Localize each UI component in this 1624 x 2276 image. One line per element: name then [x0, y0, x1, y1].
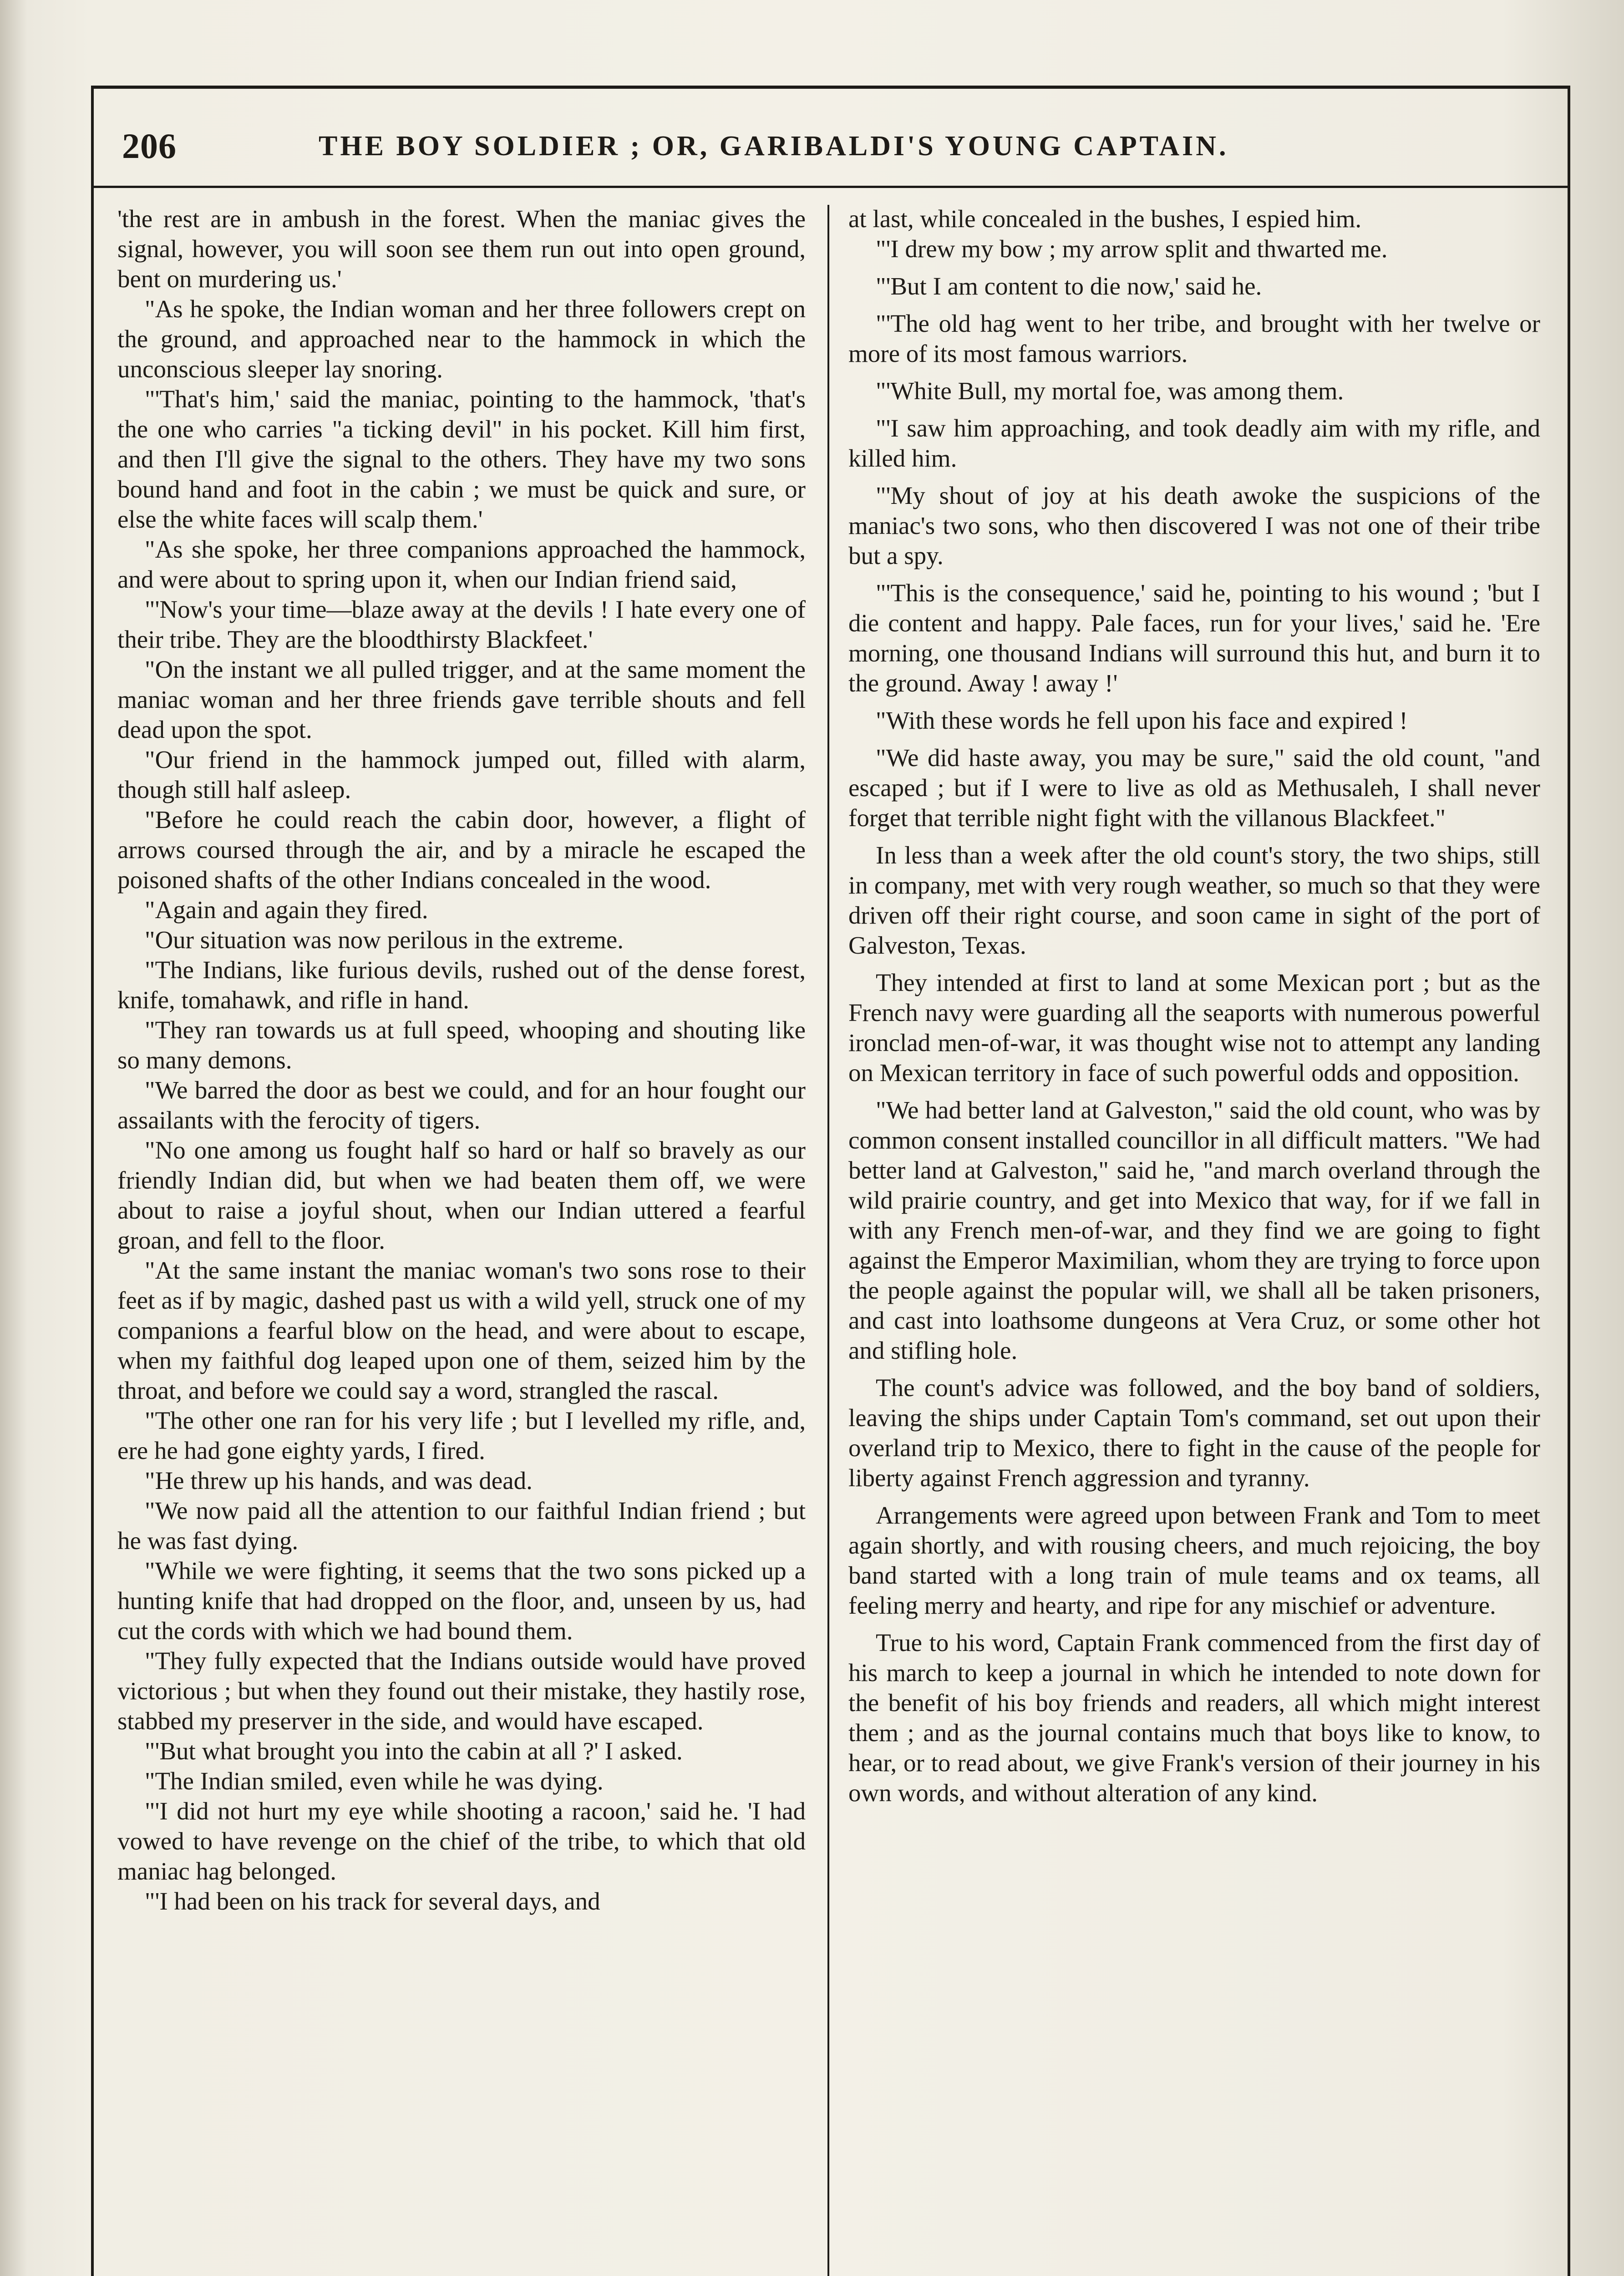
paragraph: "Again and again they fired.: [145, 896, 428, 924]
paragraph: "'That's him,' said the maniac, pointing to the hammock, 'that's the one who carries "a ticking devil" in his pocket. Kill him first, and then I'll give the signal to the others. They have my two sons bound hand and foot in the cabin ; we must be quick and sure, or else the white faces will scalp them.': [117, 385, 806, 533]
right-column: [848, 204, 1540, 1808]
paragraph: 'the rest are in ambush in the forest. When the maniac gives the signal, however, you will soon see them run out into open ground, bent on murdering us.': [117, 205, 806, 293]
paragraph: "We had better land at Galveston," said the old count, who was by common consent installed councillor in all difficult matters. "We had better land at Galveston," said he, "and march overland through the wild prairie country, and get into Mexico that way, for if we fall in with any French men-of-war, and they find we are going to fight against the Emperor Maximilian, whom they are trying to force upon the people against the popular will, we shall all be taken prisoners, and cast into loathsome dungeons at Vera Cruz, or some other hot and stifling hole.: [848, 1096, 1540, 1364]
paragraph: "'I saw him approaching, and took deadly aim with my rifle, and killed him.: [848, 414, 1540, 472]
paragraph: "No one among us fought half so hard or half so bravely as our friendly Indian did, but when we had beaten them off, we were about to raise a joyful shout, when our Indian uttered a fearful groan, and fell to the floor.: [117, 1136, 806, 1254]
paragraph: They intended at first to land at some Mexican port ; but as the French navy were guarding all the seaports with numerous powerful ironclad men-of-war, it was thought wise not to attempt any landing on Mexican territory in face of such powerful odds and opposition.: [848, 969, 1540, 1087]
column-divider: [827, 205, 829, 2276]
paragraph: "As she spoke, her three companions approached the hammock, and were about to spring upon it, when our Indian friend said,: [117, 535, 806, 593]
paragraph: "'But I am content to die now,' said he.: [876, 272, 1262, 300]
paragraph: "While we were fighting, it seems that the two sons picked up a hunting knife that had dropped on the floor, and, unseen by us, had cut the cords with which we had bound them.: [117, 1557, 806, 1645]
paragraph: "As he spoke, the Indian woman and her three followers crept on the ground, and approached near to the hammock in which the unconscious sleeper lay snoring.: [117, 295, 806, 383]
paragraph: "'My shout of joy at his death awoke the suspicions of the maniac's two sons, who then discovered I was not one of their tribe but a spy.: [848, 482, 1540, 569]
paragraph: "'I had been on his track for several days, and: [145, 1887, 600, 1915]
paragraph: "Our friend in the hammock jumped out, filled with alarm, though still half asleep.: [117, 746, 806, 803]
paragraph: "With these words he fell upon his face and expired !: [876, 706, 1408, 734]
paragraph: "We did haste away, you may be sure," said the old count, "and escaped ; but if I were to live as old as Methusaleh, I shall never forget that terrible night fight with the villanous Blackfeet.": [848, 744, 1540, 832]
paragraph: Arrangements were agreed upon between Frank and Tom to meet again shortly, and with rousing cheers, and much rejoicing, the boy band started with a long train of mule teams and ox teams, all feeling merry and hearty, and ripe for any mischief or adventure.: [848, 1501, 1540, 1619]
paragraph: "We now paid all the attention to our faithful Indian friend ; but he was fast dying.: [117, 1497, 806, 1555]
running-head: THE BOY SOLDIER ; OR, GARIBALDI'S YOUNG CAPTAIN.: [319, 131, 1229, 162]
paragraph: "'I did not hurt my eye while shooting a racoon,' said he. 'I had vowed to have revenge on the chief of the tribe, to which that old maniac hag belonged.: [117, 1797, 806, 1885]
paragraph: "The Indians, like furious devils, rushed out of the dense forest, knife, tomahawk, and rifle in hand.: [117, 956, 806, 1014]
paragraph: "The Indian smiled, even while he was dying.: [145, 1767, 604, 1795]
left-column: [117, 204, 806, 1916]
paragraph: "'White Bull, my mortal foe, was among them.: [876, 377, 1344, 405]
paragraph: "He threw up his hands, and was dead.: [145, 1467, 533, 1494]
header-rule-bottom: [91, 186, 1570, 188]
paragraph: "'The old hag went to her tribe, and brought with her twelve or more of its most famous warriors.: [848, 310, 1540, 367]
paragraph: at last, while concealed in the bushes, I espied him.: [848, 205, 1362, 233]
paragraph: "They ran towards us at full speed, whooping and shouting like so many demons.: [117, 1016, 806, 1074]
header-rule-top: [91, 86, 1570, 89]
paragraph: "Our situation was now perilous in the extreme.: [145, 926, 624, 954]
paragraph: "We barred the door as best we could, and for an hour fought our assailants with the ferocity of tigers.: [117, 1076, 806, 1134]
paragraph: "On the instant we all pulled trigger, and at the same moment the maniac woman and her three friends gave terrible shouts and fell dead upon the spot.: [117, 655, 806, 743]
paragraph: "'This is the consequence,' said he, pointing to his wound ; 'but I die content and happy. Pale faces, run for your lives,' said he. 'Ere morning, one thousand Indians will surround this hut, and burn it to the ground. Away ! away !': [848, 579, 1540, 697]
page-number: 206: [122, 126, 177, 166]
paragraph: In less than a week after the old count's story, the two ships, still in company, met with very rough weather, so much so that they were driven off their right course, and soon came in sight of the port of Galveston, Texas.: [848, 841, 1540, 959]
paragraph: True to his word, Captain Frank commenced from the first day of his march to keep a journal in which he intended to note down for the benefit of his boy friends and readers, all which might interest them ; and as the journal contains much that boys like to know, to hear, or to read about, we give Frank's version of their journey in his own words, and without alteration of any kind.: [848, 1629, 1540, 1807]
paragraph: The count's advice was followed, and the boy band of soldiers, leaving the ships under Captain Tom's command, set out upon their overland trip to Mexico, there to fight in the cause of the people for liberty against French aggression and tyranny.: [848, 1374, 1540, 1492]
paragraph: "They fully expected that the Indians outside would have proved victorious ; but when they found out their mistake, they hastily rose, stabbed my preserver in the side, and would have escaped.: [117, 1647, 806, 1735]
paragraph: "Before he could reach the cabin door, however, a flight of arrows coursed through the air, and by a miracle he escaped the poisoned shafts of the other Indians concealed in the wood.: [117, 806, 806, 894]
paragraph: "At the same instant the maniac woman's two sons rose to their feet as if by magic, dashed past us with a wild yell, struck one of my companions a fearful blow on the head, and were about to escape, when my faithful dog leaped upon one of them, seized him by the throat, and before we could say a word, strangled the rascal.: [117, 1256, 806, 1404]
paragraph: "'But what brought you into the cabin at all ?' I asked.: [145, 1737, 683, 1765]
paragraph: "'I drew my bow ; my arrow split and thwarted me.: [876, 235, 1388, 263]
paragraph: "'Now's your time—blaze away at the devils ! I hate every one of their tribe. They are the bloodthirsty Blackfeet.': [117, 595, 806, 653]
paragraph: "The other one ran for his very life ; but I levelled my rifle, and, ere he had gone eighty yards, I fired.: [117, 1407, 806, 1464]
